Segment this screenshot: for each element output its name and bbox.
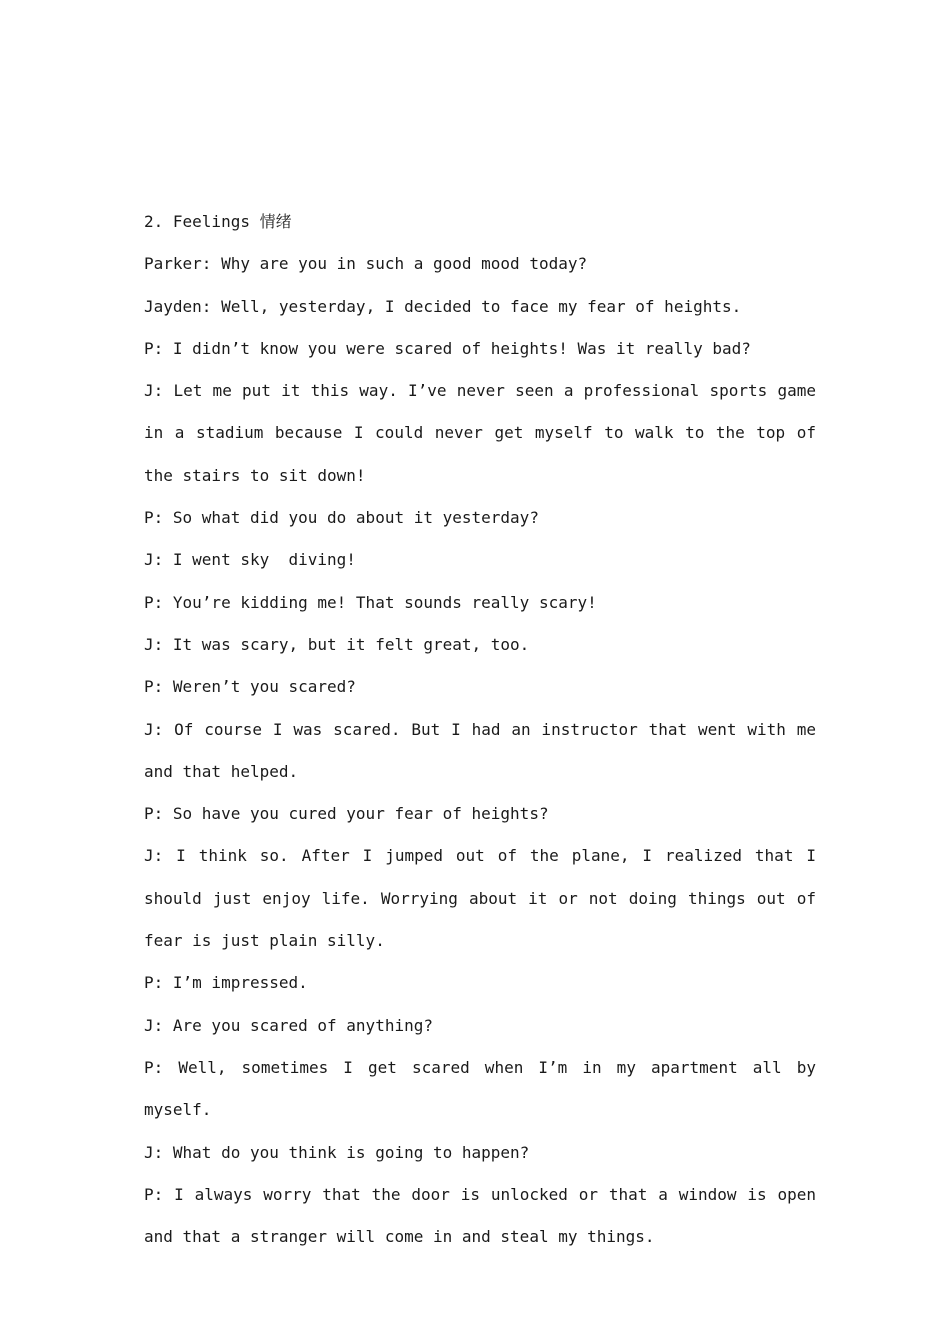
dialogue-line [144,243,816,285]
speaker-name: P: [144,677,164,697]
speaker-name: J: [144,719,164,739]
section-title: 2. Feelings 情绪 [144,212,292,231]
speaker-name: Parker: [144,254,212,274]
dialogue-text: Of course I was scared. But I had an instructor that went with me and that helped. [144,719,826,781]
speaker-name: J: [144,381,164,401]
speaker-name: P: [144,338,164,358]
dialogue-line [144,286,816,328]
dialogue-line [144,1132,816,1174]
dialogue-text: I didn’t know you were scared of heights! Was it really bad? [163,338,751,358]
document-body [144,201,826,1258]
dialogue-line [144,709,826,794]
dialogue-line [144,328,816,370]
speaker-name: P: [144,804,164,824]
speaker-name: P: [144,508,164,528]
dialogue-text: You’re kidding me! That sounds really scary! [163,592,597,612]
speaker-name: J: [144,1015,164,1035]
dialogue-line [144,666,816,708]
dialogue-line [144,1005,816,1047]
dialogue-line [144,624,816,666]
dialogue-text: I went sky diving! [163,550,356,570]
speaker-name: P: [144,1057,164,1077]
speaker-name: Jayden: [144,296,212,316]
dialogue-line [144,835,826,962]
dialogue-text: Well, yesterday, I decided to face my fear of heights. [211,296,742,316]
dialogue-line [144,962,816,1004]
dialogue-text: I’m impressed. [163,973,308,993]
speaker-name: J: [144,1142,164,1162]
dialogue-text: What do you think is going to happen? [163,1142,530,1162]
dialogue-line [144,793,816,835]
dialogue-line [144,497,816,539]
dialogue-text: I always worry that the door is unlocked or that a window is open and that a stranger will come in and steal my things. [144,1184,826,1247]
dialogue-line [144,1174,826,1259]
speaker-name: J: [144,634,164,654]
dialogue-text: Why are you in such a good mood today? [211,254,588,274]
dialogue-text: Weren’t you scared? [163,677,356,697]
dialogue-text: So have you cured your fear of heights? [163,804,549,824]
dialogue-text: Are you scared of anything? [163,1015,433,1035]
dialogue-line [144,582,816,624]
dialogue-text: Let me put it this way. I’ve never seen a professional sports game in a stadium because I could never get myself to walk to the top of the stairs to sit down! [144,381,826,485]
dialogue-text: I think so. After I jumped out of the plane, I realized that I should just enjoy life. Worrying about it or not doing things out of fear is just plain silly. [144,846,826,951]
dialogue-line [144,539,816,581]
speaker-name: P: [144,592,164,612]
speaker-name: J: [144,550,164,570]
speaker-name: P: [144,1184,164,1204]
dialogue-text: It was scary, but it felt great, too. [163,634,530,654]
dialogue-text: So what did you do about it yesterday? [163,508,539,528]
dialogue-line [144,1047,826,1132]
speaker-name: P: [144,973,164,993]
dialogue-text: Well, sometimes I get scared when I’m in my apartment all by myself. [144,1057,826,1120]
speaker-name: J: [144,846,164,866]
dialogue-line [144,370,826,497]
